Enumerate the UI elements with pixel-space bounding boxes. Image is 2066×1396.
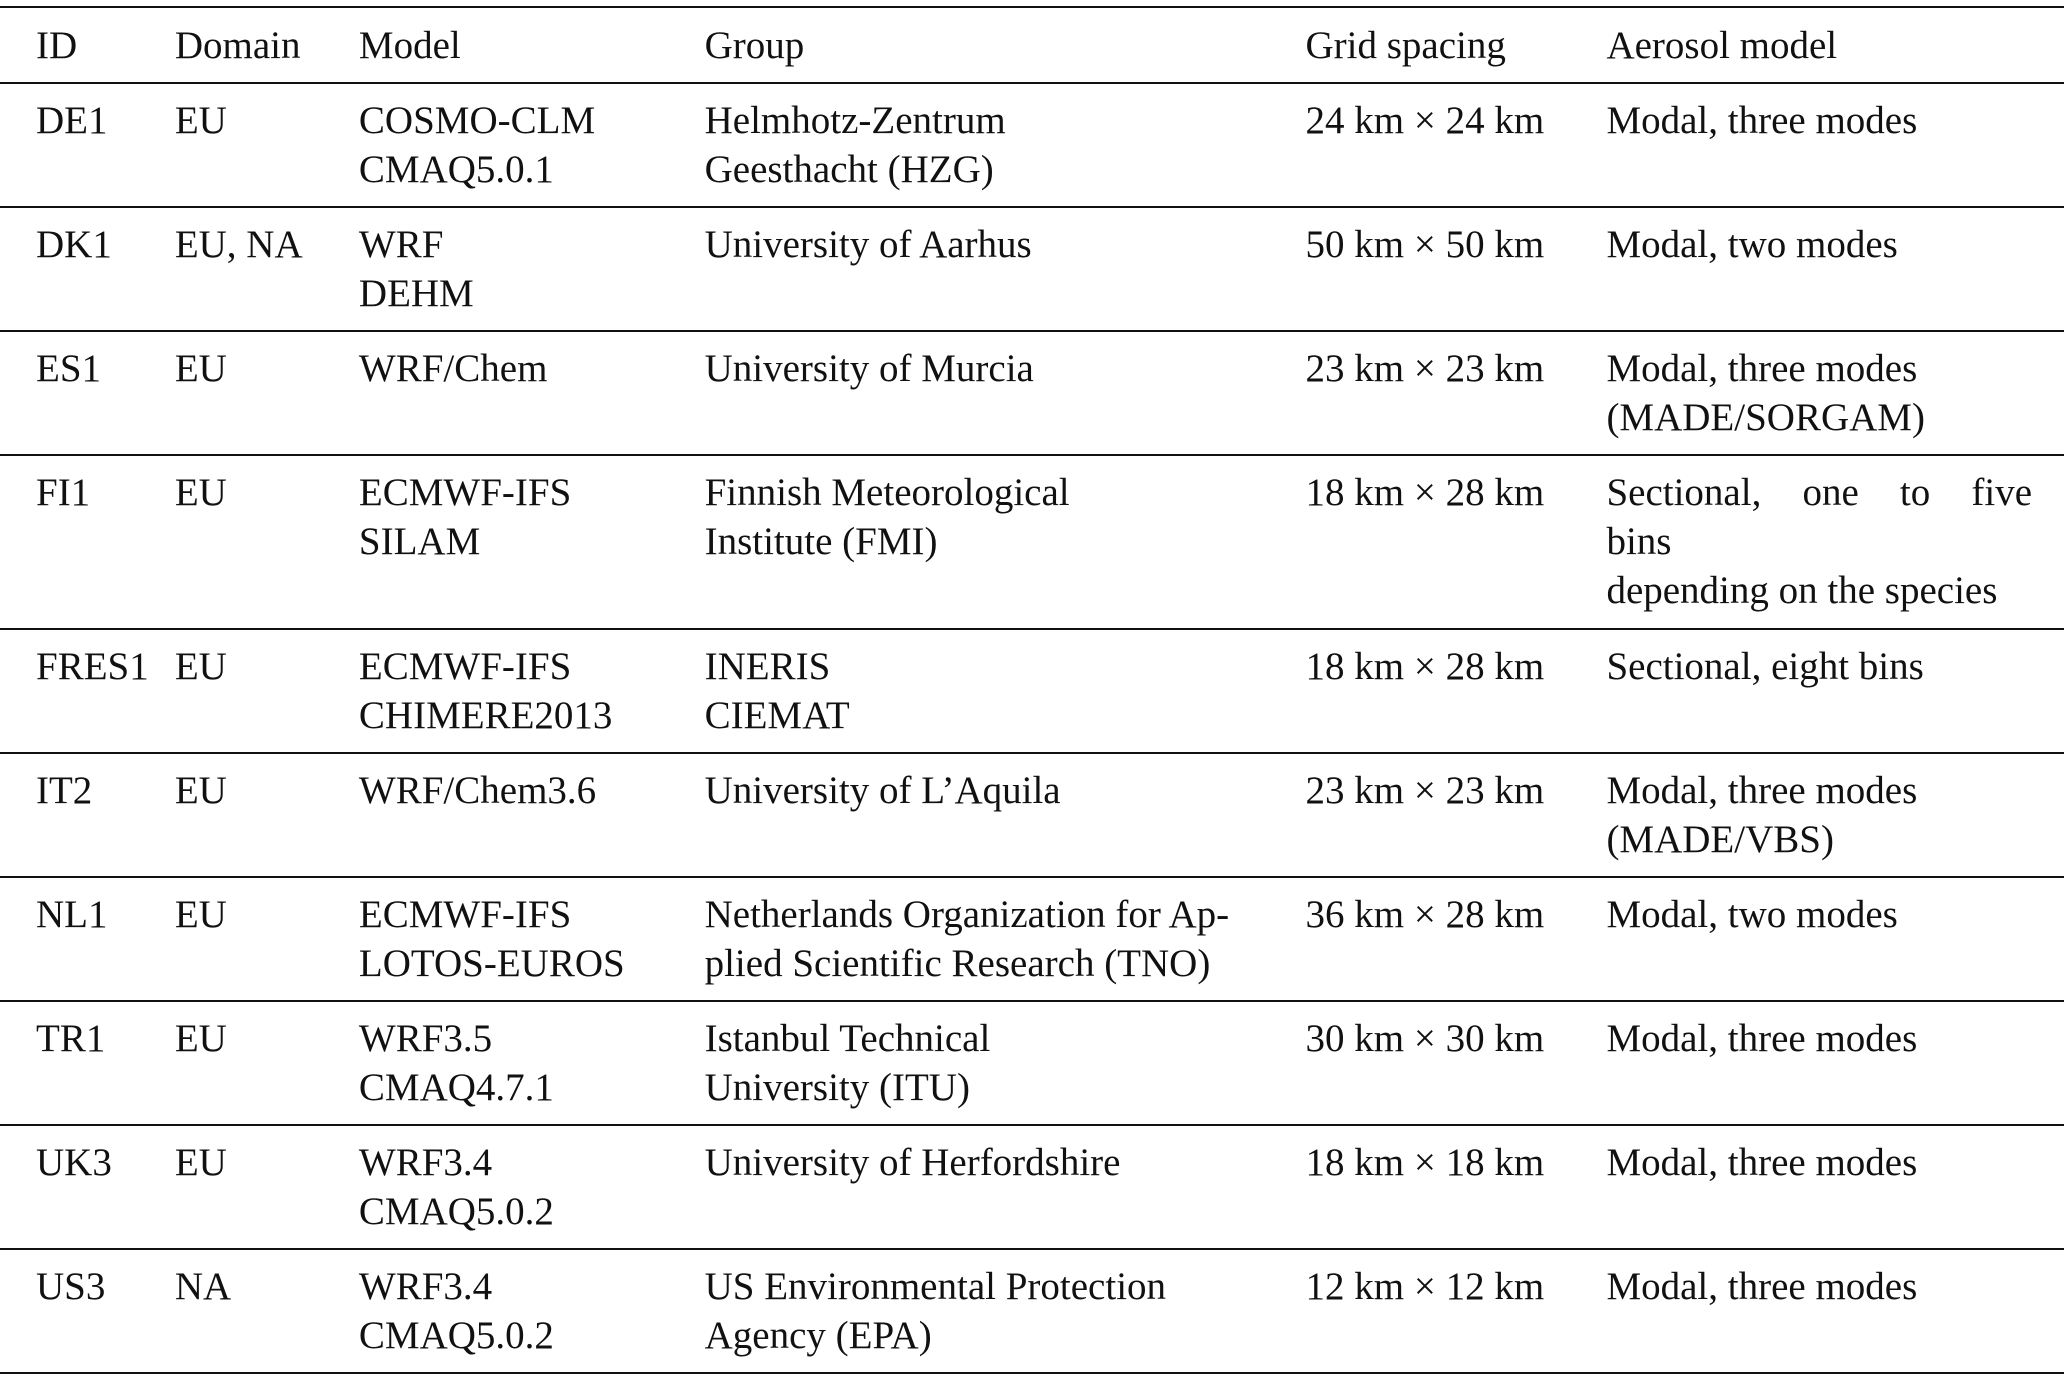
cell-aerosol-model: Modal, three modes xyxy=(1606,1265,1918,1308)
cell-id: IT2 xyxy=(36,769,93,812)
cell-group: INERIS CIEMAT xyxy=(704,645,850,737)
table-row xyxy=(0,753,2064,877)
cell-aerosol-model: Modal, three modes xyxy=(1606,1017,1918,1060)
cell-domain: EU xyxy=(174,1141,227,1184)
cell-id: FRES1 xyxy=(36,645,149,688)
cell-group: US Environmental Protection Agency (EPA) xyxy=(704,1265,1167,1357)
cell-domain: NA xyxy=(174,1265,232,1308)
cell-aerosol-model: Modal, two modes xyxy=(1606,893,1898,936)
header-row xyxy=(0,7,2064,83)
cell-domain: EU xyxy=(174,471,227,514)
cell-group: University of L’Aquila xyxy=(704,769,1061,812)
model-table xyxy=(0,6,2064,1374)
header-aerosol-model: Aerosol model xyxy=(1606,23,1838,67)
aerosol-remaining-lines: bins depending on the species xyxy=(1606,520,1998,612)
header-group: Group xyxy=(704,23,805,67)
table-body xyxy=(0,83,2064,1373)
cell-aerosol-model: Modal, three modes (MADE/VBS) xyxy=(1606,769,1918,861)
cell-grid-spacing: 30 km × 30 km xyxy=(1305,1017,1545,1060)
cell-model: WRF/Chem3.6 xyxy=(358,769,597,812)
cell-grid-spacing: 23 km × 23 km xyxy=(1305,769,1545,812)
cell-grid-spacing: 23 km × 23 km xyxy=(1305,347,1545,390)
cell-domain: EU xyxy=(174,769,227,812)
cell-grid-spacing: 12 km × 12 km xyxy=(1305,1265,1545,1308)
header-id: ID xyxy=(36,23,78,67)
table-row xyxy=(0,1249,2064,1373)
cell-domain: EU xyxy=(174,1017,227,1060)
cell-aerosol-model: Modal, three modes xyxy=(1606,1141,1918,1184)
cell-grid-spacing: 36 km × 28 km xyxy=(1305,893,1545,936)
header-grid-spacing: Grid spacing xyxy=(1305,23,1506,67)
table-row xyxy=(0,207,2064,331)
cell-id: UK3 xyxy=(36,1141,112,1184)
cell-aerosol-model xyxy=(1606,455,2064,629)
table-row xyxy=(0,83,2064,207)
table-row xyxy=(0,331,2064,455)
table-row xyxy=(0,1125,2064,1249)
cell-model: ECMWF-IFS CHIMERE2013 xyxy=(358,645,613,737)
cell-grid-spacing: 18 km × 28 km xyxy=(1305,471,1545,514)
table-row xyxy=(0,877,2064,1001)
model-table-container xyxy=(0,6,2064,1374)
cell-model: ECMWF-IFS SILAM xyxy=(358,471,572,563)
cell-aerosol-model: Sectional, eight bins xyxy=(1606,645,1924,688)
header-model: Model xyxy=(358,23,461,67)
cell-id: DE1 xyxy=(36,99,108,142)
cell-model: COSMO-CLM CMAQ5.0.1 xyxy=(358,99,596,191)
cell-model: WRF/Chem xyxy=(358,347,548,390)
cell-model: WRF3.5 CMAQ4.7.1 xyxy=(358,1017,554,1109)
cell-domain: EU, NA xyxy=(174,223,303,266)
cell-domain: EU xyxy=(174,99,227,142)
cell-id: DK1 xyxy=(36,223,112,266)
cell-domain: EU xyxy=(174,347,227,390)
cell-group: University of Murcia xyxy=(704,347,1034,390)
cell-id: US3 xyxy=(36,1265,106,1308)
cell-model: WRF DEHM xyxy=(358,223,474,315)
cell-domain: EU xyxy=(174,645,227,688)
cell-grid-spacing: 24 km × 24 km xyxy=(1305,99,1545,142)
cell-aerosol-model: Modal, three modes (MADE/SORGAM) xyxy=(1606,347,1925,439)
table-row xyxy=(0,455,2064,629)
aerosol-justified-line: Sectional, one to five xyxy=(1606,471,2032,514)
cell-grid-spacing: 50 km × 50 km xyxy=(1305,223,1545,266)
cell-group: University of Herfordshire xyxy=(704,1141,1121,1184)
cell-grid-spacing: 18 km × 18 km xyxy=(1305,1141,1545,1184)
cell-grid-spacing: 18 km × 28 km xyxy=(1305,645,1545,688)
cell-domain: EU xyxy=(174,893,227,936)
cell-model: WRF3.4 CMAQ5.0.2 xyxy=(358,1265,554,1357)
cell-aerosol-model: Modal, three modes xyxy=(1606,99,1918,142)
cell-aerosol-model: Modal, two modes xyxy=(1606,223,1898,266)
cell-id: FI1 xyxy=(36,471,91,514)
table-row xyxy=(0,1001,2064,1125)
cell-group: Helmhotz-Zentrum Geesthacht (HZG) xyxy=(704,99,1006,191)
cell-model: ECMWF-IFS LOTOS-EUROS xyxy=(358,893,625,985)
table-header xyxy=(0,7,2064,83)
cell-id: NL1 xyxy=(36,893,108,936)
table-row xyxy=(0,629,2064,753)
cell-id: ES1 xyxy=(36,347,102,390)
cell-id: TR1 xyxy=(36,1017,106,1060)
cell-group: Netherlands Organization for Ap- plied Scientific Research (TNO) xyxy=(704,893,1230,985)
cell-group: Istanbul Technical University (ITU) xyxy=(704,1017,991,1109)
cell-model: WRF3.4 CMAQ5.0.2 xyxy=(358,1141,554,1233)
cell-group: Finnish Meteorological Institute (FMI) xyxy=(704,471,1070,563)
header-domain: Domain xyxy=(174,23,301,67)
cell-group: University of Aarhus xyxy=(704,223,1032,266)
